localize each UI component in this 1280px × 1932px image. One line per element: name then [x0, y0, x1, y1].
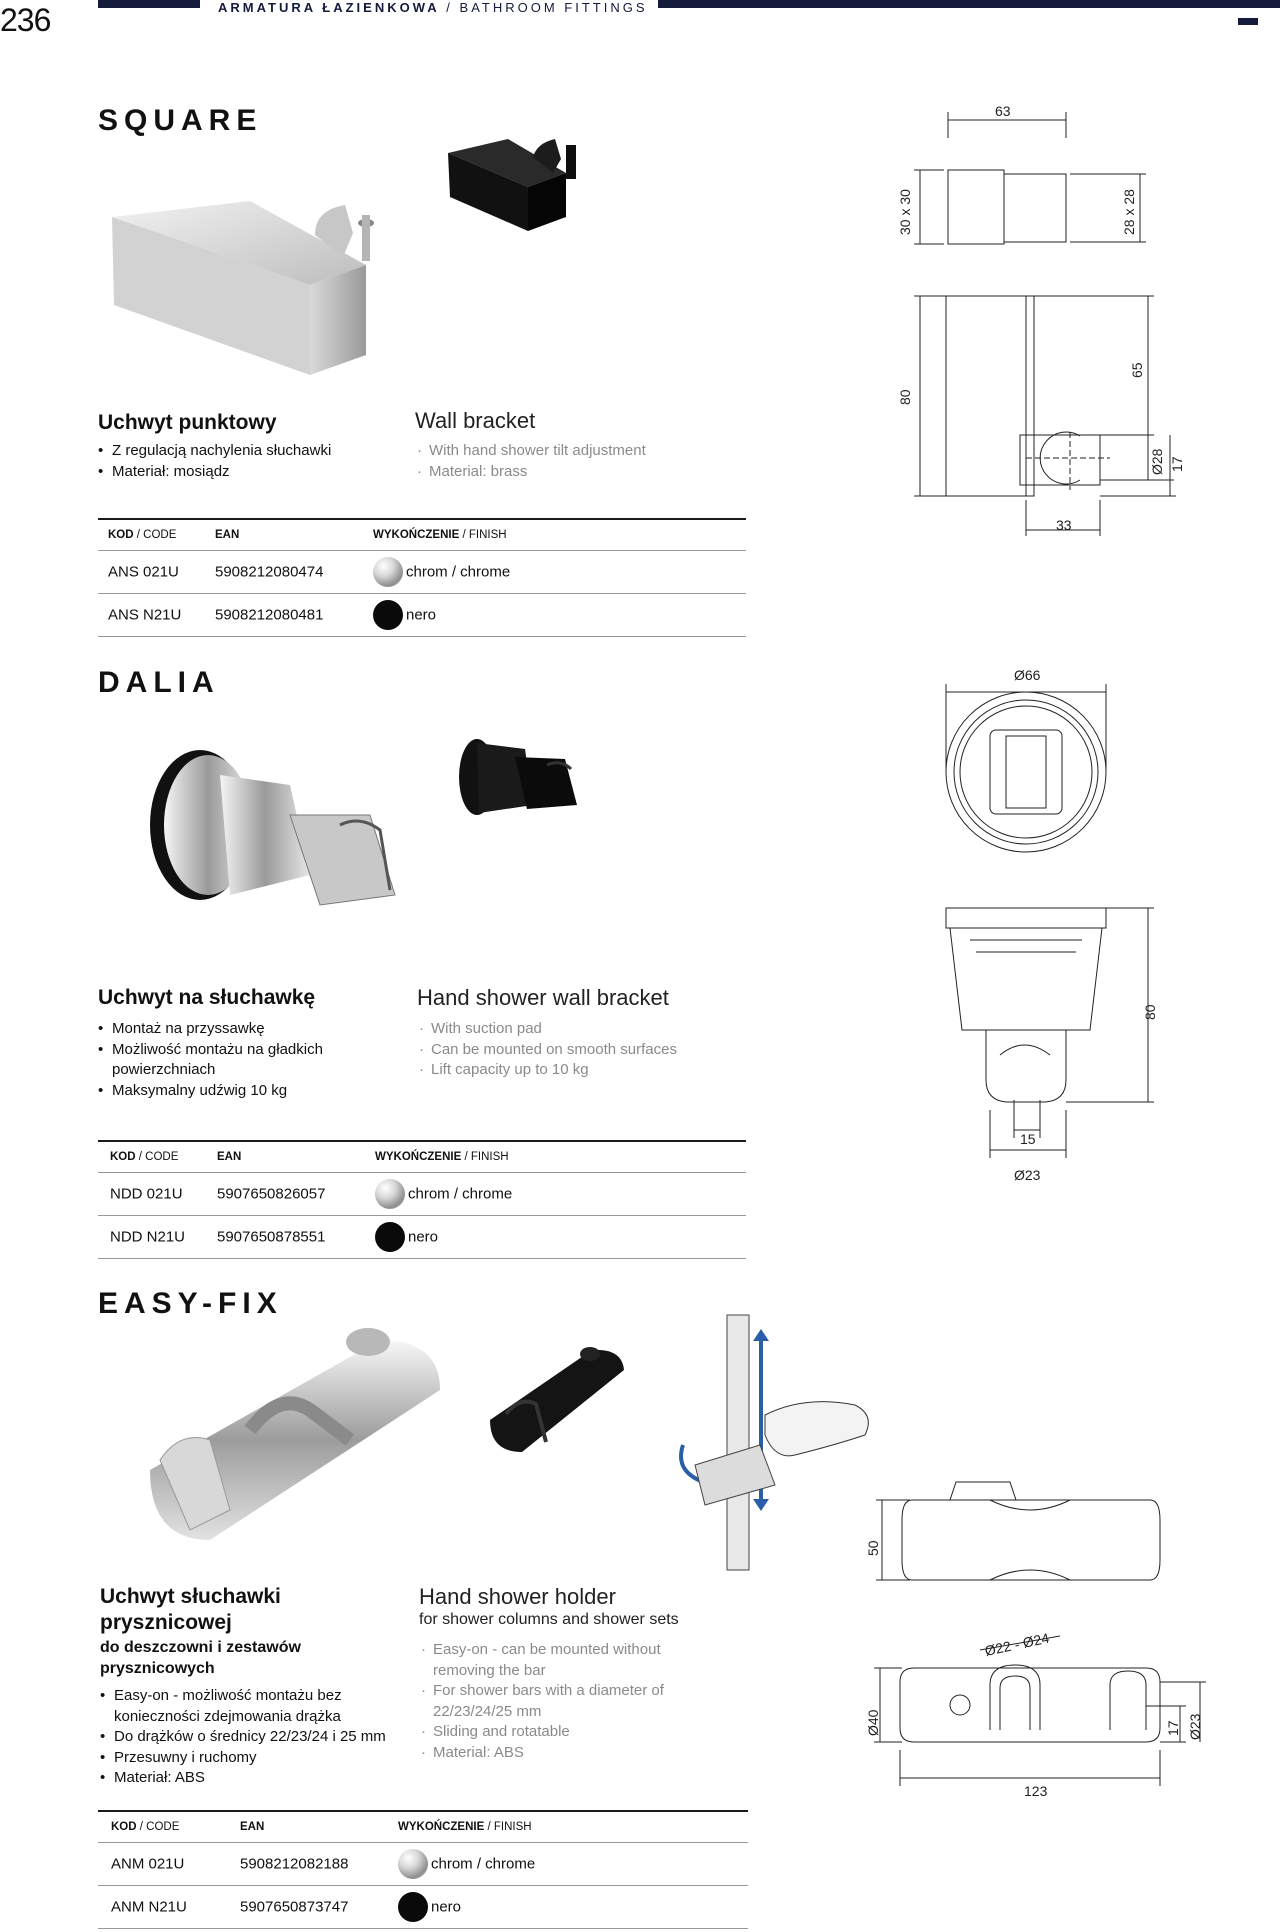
square-en-features [415, 441, 715, 482]
dalia-pl-feature: • Montaż na przyssawkę [98, 1019, 368, 1040]
page-number: 236 [0, 2, 51, 38]
dim-label: 80 [1142, 1004, 1158, 1020]
easyfix-en-feature: · Sliding and rotatable [419, 1722, 679, 1743]
easyfix-pl-features [100, 1686, 420, 1789]
table-row [98, 1173, 746, 1216]
easyfix-pl-feature: • Do drążków o średnicy 22/23/24 i 25 mm [100, 1727, 420, 1748]
easyfix-en-feature: · Easy-on - can be mounted without removing the bar [419, 1640, 679, 1681]
product-code: NDD 021U [110, 1185, 183, 1203]
dalia-en-title: Hand shower wall bracket [417, 985, 669, 1010]
dalia-en-feature: · Can be mounted on smooth surfaces [417, 1040, 737, 1061]
dim-label: Ø22 - Ø24 [983, 1629, 1051, 1659]
product-ean: 5908212082188 [240, 1855, 349, 1873]
table-row [98, 551, 746, 594]
easyfix-pl-feature: • Easy-on - możliwość montażu bez konieczności zdejmowania drążka [100, 1686, 420, 1727]
product-finish: chrom / chrome [431, 1855, 536, 1873]
product-code: ANS 021U [108, 563, 179, 581]
square-pl-feature: • Z regulacją nachylenia słuchawki [98, 441, 398, 462]
square-en-title: Wall bracket [415, 408, 536, 433]
table-header-row [98, 520, 746, 551]
header-marker [1238, 18, 1258, 25]
product-finish: nero [406, 606, 437, 624]
dim-label: 80 [897, 389, 913, 405]
easyfix-en-subtitle: for shower columns and shower sets [419, 1611, 679, 1628]
product-code: ANM 021U [111, 1855, 185, 1873]
easyfix-pl-feature: • Przesuwny i ruchomy [100, 1748, 420, 1769]
product-finish: nero [408, 1228, 439, 1246]
dalia-technical-drawing [930, 660, 1190, 1200]
nero-swatch-icon [375, 1222, 405, 1252]
section-title-square: SQUARE [98, 104, 263, 137]
square-pl-features [98, 441, 398, 482]
product-ean: 5907650826057 [217, 1185, 326, 1203]
header-title-pl: ARMATURA ŁAZIENKOWA [218, 0, 440, 15]
col-code-header: KOD / CODE [111, 1821, 180, 1833]
nero-swatch-icon [373, 600, 403, 630]
dim-label: 15 [1020, 1131, 1036, 1147]
dalia-en-features [417, 1019, 737, 1081]
easyfix-nero-product-image [482, 1340, 632, 1460]
square-chrome-product-image [110, 195, 420, 385]
easyfix-en-features [419, 1640, 679, 1763]
dim-label: 63 [995, 103, 1011, 119]
product-ean: 5907650878551 [217, 1228, 326, 1246]
col-ean-header: EAN [240, 1821, 265, 1833]
easyfix-en-title: Hand shower holder [419, 1584, 616, 1609]
chrome-swatch-icon [398, 1849, 428, 1879]
product-code: ANS N21U [108, 606, 182, 624]
dim-label: 65 [1129, 362, 1145, 378]
col-finish-header: WYKOŃCZENIE / FINISH [375, 1151, 509, 1163]
easyfix-chrome-product-image [140, 1320, 450, 1560]
square-technical-drawing [880, 100, 1200, 540]
col-finish-header: WYKOŃCZENIE / FINISH [398, 1821, 532, 1833]
square-nero-product-image [448, 135, 608, 235]
square-pl-title: Uchwyt punktowy [98, 411, 277, 434]
col-finish-header: WYKOŃCZENIE / FINISH [373, 529, 507, 541]
section-title-dalia: DALIA [98, 666, 220, 699]
table-row [98, 1886, 748, 1929]
easyfix-pl-feature: • Materiał: ABS [100, 1768, 420, 1789]
dim-label: Ø23 [1187, 1713, 1203, 1740]
dim-label: 30 x 30 [897, 189, 913, 235]
dim-label: 33 [1056, 517, 1072, 533]
dim-label: Ø66 [1014, 667, 1041, 683]
product-finish: chrom / chrome [408, 1185, 513, 1203]
header-rule-right [658, 0, 1280, 8]
header-title-en: BATHROOM FITTINGS [459, 0, 648, 15]
col-code-header: KOD / CODE [110, 1151, 179, 1163]
product-ean: 5907650873747 [240, 1898, 349, 1916]
easyfix-pl-title [100, 1584, 330, 1636]
table-row [98, 1216, 746, 1259]
dim-label: 28 x 28 [1121, 189, 1137, 235]
dalia-en-feature: · With suction pad [417, 1019, 737, 1040]
nero-swatch-icon [398, 1892, 428, 1922]
dim-label: 123 [1024, 1783, 1048, 1799]
dalia-nero-product-image [455, 735, 585, 820]
dalia-en-feature: · Lift capacity up to 10 kg [417, 1060, 737, 1081]
easyfix-product-table [98, 1810, 748, 1929]
col-ean-header: EAN [215, 529, 240, 541]
easyfix-mounting-illustration [665, 1315, 885, 1570]
dalia-pl-feature: • Możliwość montażu na gładkich powierzchniach [98, 1040, 368, 1081]
col-code-header: KOD / CODE [108, 529, 177, 541]
product-ean: 5908212080481 [215, 606, 324, 624]
section-title-easyfix: EASY-FIX [98, 1287, 283, 1320]
easyfix-en-feature: · For shower bars with a diameter of 22/23/24/25 mm [419, 1681, 679, 1722]
dim-label: Ø23 [1014, 1167, 1041, 1183]
header-title [218, 0, 648, 15]
table-header-row [98, 1812, 748, 1843]
table-row [98, 594, 746, 637]
dalia-product-table [98, 1140, 746, 1259]
easyfix-technical-drawing [860, 1460, 1220, 1800]
chrome-swatch-icon [375, 1179, 405, 1209]
dalia-chrome-product-image [140, 745, 410, 925]
header-separator: / [446, 0, 453, 15]
square-pl-feature: • Materiał: mosiądz [98, 462, 398, 483]
square-product-table [98, 518, 746, 637]
table-header-row [98, 1142, 746, 1173]
product-code: NDD N21U [110, 1228, 186, 1246]
dalia-pl-features [98, 1019, 368, 1101]
col-ean-header: EAN [217, 1151, 242, 1163]
dalia-pl-title: Uchwyt na słuchawkę [98, 986, 316, 1009]
dim-label: 50 [865, 1540, 881, 1556]
product-finish: chrom / chrome [406, 563, 511, 581]
header-rule-left [98, 0, 200, 8]
product-code: ANM N21U [111, 1898, 187, 1916]
table-row [98, 1843, 748, 1886]
dalia-pl-feature: • Maksymalny udźwig 10 kg [98, 1081, 368, 1102]
square-en-feature: · Material: brass [415, 462, 715, 483]
dim-label: 17 [1169, 456, 1185, 472]
square-en-feature: · With hand shower tilt adjustment [415, 441, 715, 462]
product-finish: nero [431, 1898, 462, 1916]
dim-label: Ø40 [865, 1709, 881, 1736]
easyfix-pl-title-text: Uchwyt słuchawki prysznicowej [100, 1585, 281, 1634]
easyfix-pl-subtitle: do deszczowni i zestawów prysznicowych [100, 1639, 301, 1677]
dim-label: Ø28 [1149, 448, 1165, 475]
chrome-swatch-icon [373, 557, 403, 587]
dim-label: 17 [1165, 1720, 1181, 1736]
easyfix-en-feature: · Material: ABS [419, 1743, 679, 1764]
product-ean: 5908212080474 [215, 563, 324, 581]
